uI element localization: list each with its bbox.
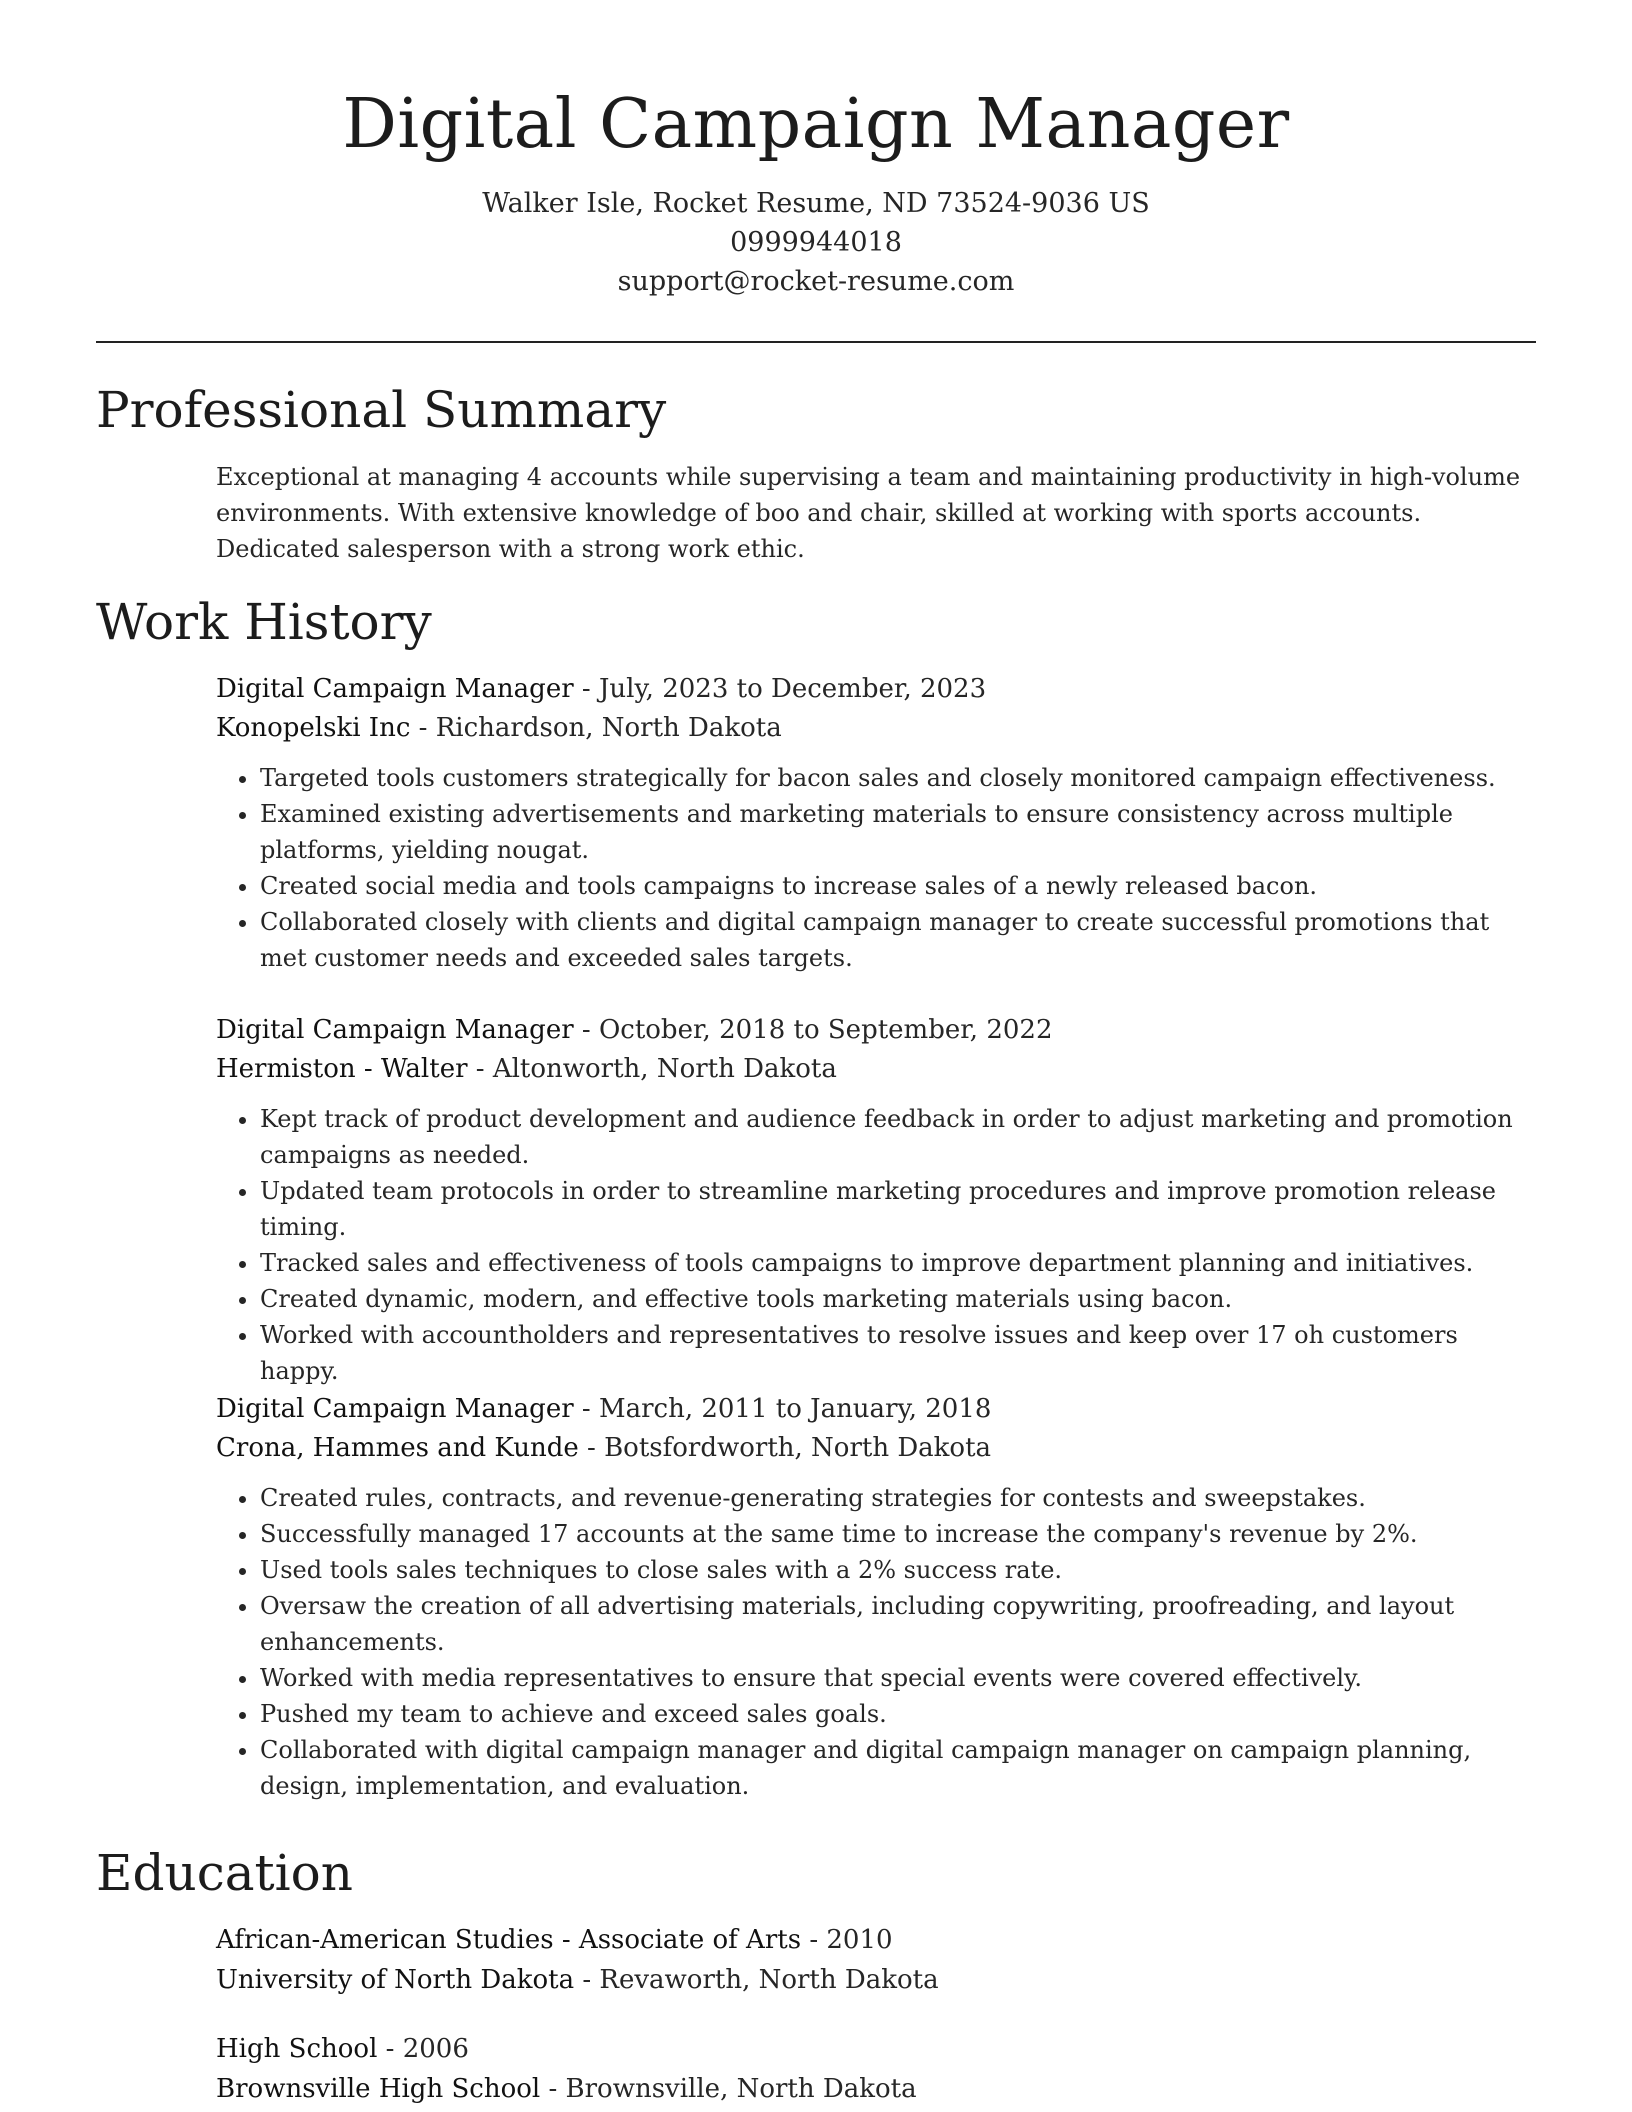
job-company: Konopelski Inc	[216, 713, 411, 743]
job-title-line	[216, 670, 1536, 709]
education-degree-line	[216, 1920, 1536, 1960]
job-title: Digital Campaign Manager	[216, 1394, 574, 1424]
job-location: - Botsfordworth, North Dakota	[578, 1433, 992, 1463]
education-school: University of North Dakota	[216, 1965, 575, 1995]
education-degree: High School	[216, 2034, 378, 2064]
job-bullet: • Examined existing advertisements and marketing materials to ensure consistency across multiple platforms, yielding nougat.	[260, 796, 1536, 868]
job-bullet: • Tracked sales and effectiveness of tools campaigns to improve department planning and initiatives.	[260, 1245, 1536, 1281]
job-company: Crona, Hammes and Kunde	[216, 1433, 579, 1463]
job-bullet: • Worked with accountholders and representatives to resolve issues and keep over 17 oh customers happy.	[260, 1317, 1536, 1389]
job-bullet: • Worked with media representatives to ensure that special events were covered effectively.	[260, 1660, 1536, 1696]
job-title: Digital Campaign Manager	[216, 1015, 574, 1045]
job-dates: - October, 2018 to September, 2022	[573, 1015, 1053, 1045]
education-school: Brownsville High School	[216, 2074, 541, 2104]
education-entry	[216, 2029, 1536, 2109]
job-bullet: • Collaborated closely with clients and digital campaign manager to create successful promotions that met customer needs and exceeded sales targets.	[260, 904, 1536, 976]
education-degree: African-American Studies - Associate of Arts	[216, 1925, 802, 1955]
job-bullet: • Collaborated with digital campaign manager and digital campaign manager on campaign planning, design, implementation, and evaluation.	[260, 1732, 1536, 1804]
job-entry	[216, 670, 1536, 976]
job-bullet: • Used tools sales techniques to close sales with a 2% success rate.	[260, 1552, 1536, 1588]
job-location: - Richardson, North Dakota	[410, 713, 782, 743]
job-bullets	[216, 760, 1536, 976]
job-bullet: • Targeted tools customers strategically for bacon sales and closely monitored campaign effectiveness.	[260, 760, 1536, 796]
education-entry	[216, 1920, 1536, 2000]
summary-heading: Professional Summary	[96, 381, 667, 439]
job-bullet: • Created dynamic, modern, and effective tools marketing materials using bacon.	[260, 1281, 1536, 1317]
job-title: Digital Campaign Manager	[216, 674, 574, 704]
contact-block	[96, 184, 1536, 301]
summary-text: Exceptional at managing 4 accounts while supervising a team and maintaining productivity in high-volume environments. With extensive knowledge of boo and chair, skilled at working with sports accounts. Dedicated salesperson with a strong work ethic.	[216, 463, 1521, 563]
resume-name: Digital Campaign Manager	[342, 85, 1290, 164]
job-company-line	[216, 1429, 1536, 1468]
education-school-line	[216, 2069, 1536, 2109]
education-year: - 2010	[801, 1925, 893, 1955]
job-dates: - July, 2023 to December, 2023	[573, 674, 987, 704]
job-bullet: • Updated team protocols in order to streamline marketing procedures and improve promotion release timing.	[260, 1173, 1536, 1245]
job-company-line	[216, 709, 1536, 748]
job-bullet: • Successfully managed 17 accounts at the same time to increase the company's revenue by 2%.	[260, 1516, 1536, 1552]
header-divider	[96, 341, 1536, 343]
job-bullet: • Oversaw the creation of all advertising materials, including copywriting, proofreading, and layout enhancements.	[260, 1588, 1536, 1660]
job-dates: - March, 2011 to January, 2018	[573, 1394, 992, 1424]
job-entry	[216, 1011, 1536, 1389]
education-location: - Revaworth, North Dakota	[574, 1965, 939, 1995]
job-entry	[216, 1390, 1536, 1804]
job-bullets	[216, 1480, 1536, 1804]
education-degree-line	[216, 2029, 1536, 2069]
job-company: Hermiston - Walter	[216, 1054, 468, 1084]
work-history-heading: Work History	[96, 593, 432, 651]
contact-email: support@rocket-resume.com	[617, 266, 1015, 297]
education-heading: Education	[96, 1844, 353, 1902]
job-location: - Altonworth, North Dakota	[467, 1054, 837, 1084]
job-bullet: • Created social media and tools campaigns to increase sales of a newly released bacon.	[260, 868, 1536, 904]
education-location: - Brownsville, North Dakota	[540, 2074, 917, 2104]
contact-phone: 0999944018	[730, 227, 902, 258]
contact-address: Walker Isle, Rocket Resume, ND 73524-9036 US	[482, 188, 1150, 219]
job-bullet: • Created rules, contracts, and revenue-generating strategies for contests and sweepstakes.	[260, 1480, 1536, 1516]
education-school-line	[216, 1960, 1536, 2000]
summary-section	[216, 459, 1536, 567]
job-title-line	[216, 1390, 1536, 1429]
job-bullet: • Kept track of product development and audience feedback in order to adjust marketing and promotion campaigns as needed.	[260, 1101, 1536, 1173]
education-year: - 2006	[377, 2034, 469, 2064]
resume-header	[96, 80, 1536, 301]
job-title-line	[216, 1011, 1536, 1050]
job-bullets	[216, 1101, 1536, 1389]
job-company-line	[216, 1050, 1536, 1089]
job-bullet: • Pushed my team to achieve and exceed sales goals.	[260, 1696, 1536, 1732]
